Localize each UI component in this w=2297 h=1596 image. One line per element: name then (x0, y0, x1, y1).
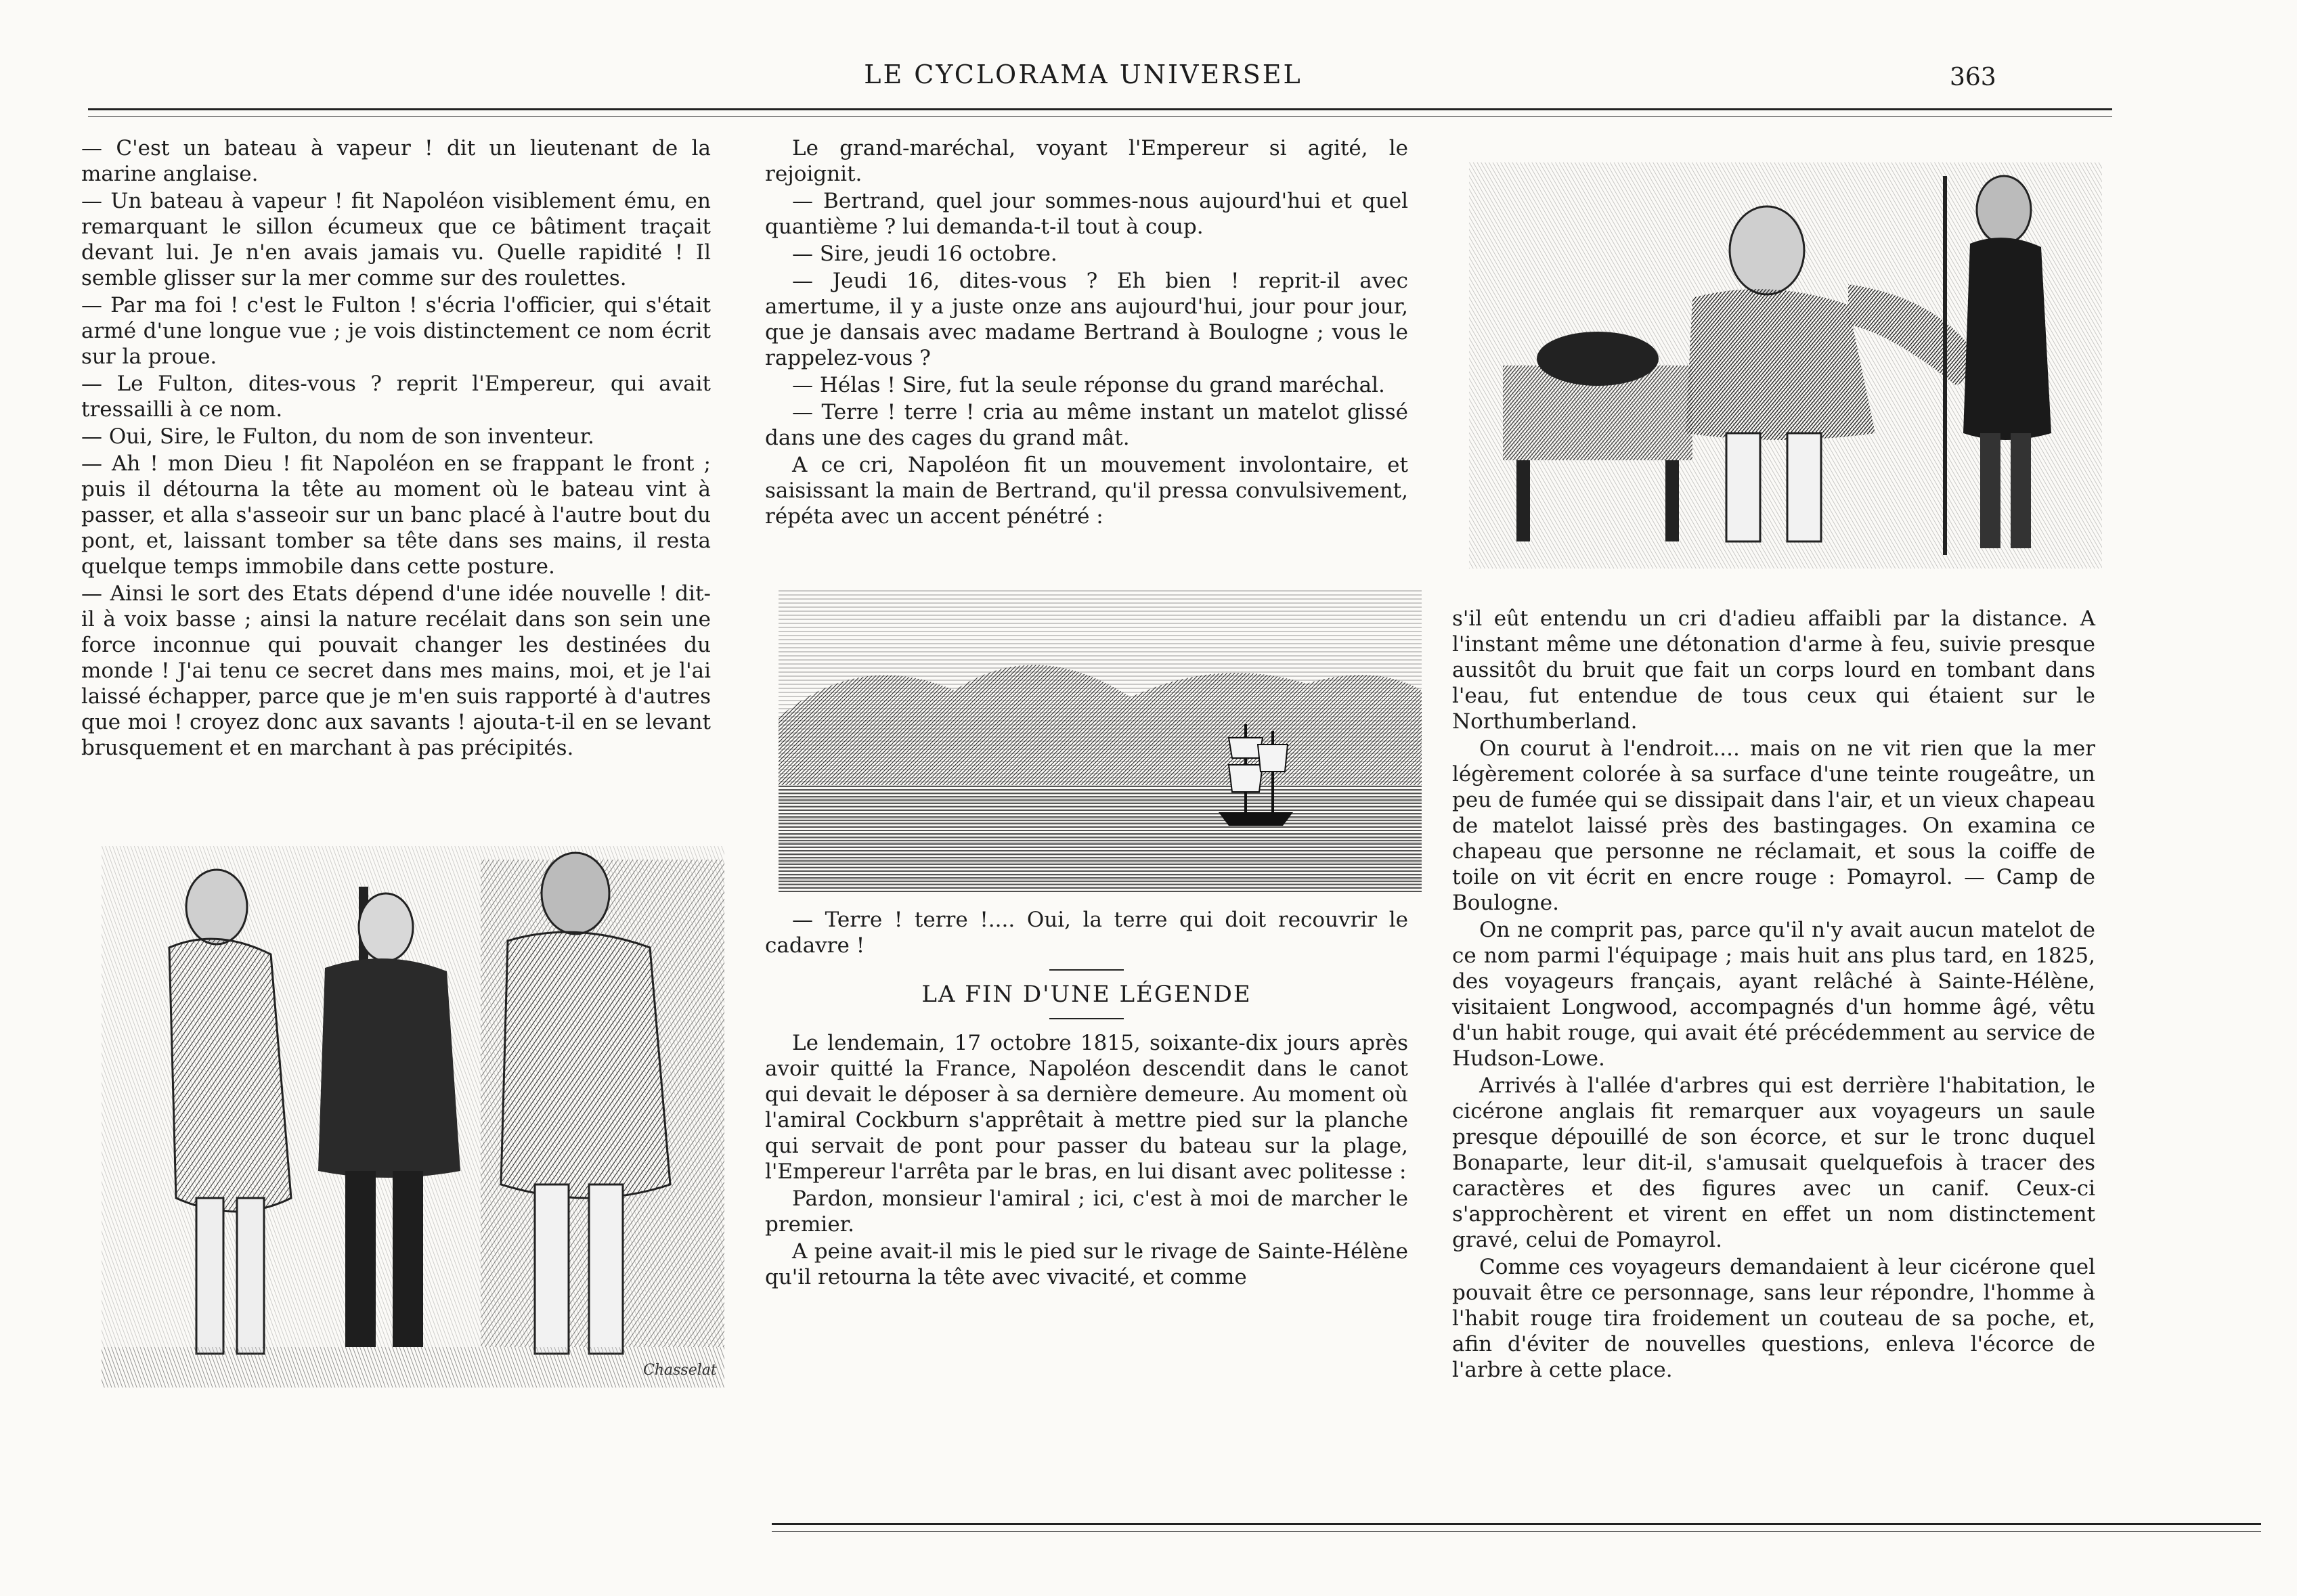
paragraph: A peine avait-il mis le pied sur le rivage de Sainte-Hélène qu'il retourna la tête avec vivacité, et comme (765, 1239, 1408, 1289)
paragraph: Comme ces voyageurs demandaient à leur cicérone quel pouvait être ce personnage, sans leur répondre, l'homme à l'habit rouge tira froidement un couteau de sa poche, et, afin d'éviter de nouvelles questions, enleva l'écorce de l'arbre à cette place. (1452, 1255, 2095, 1382)
footer-rule-thin (772, 1531, 2261, 1532)
header-rule-thin (88, 116, 2112, 117)
paragraph: — Oui, Sire, le Fulton, du nom de son inventeur. (81, 424, 594, 449)
header-title: LE CYCLORAMA UNIVERSEL (864, 60, 1303, 89)
paragraph: Le grand-maréchal, voyant l'Empereur si agité, le rejoignit. (765, 136, 1408, 186)
engraving-landscape-ship (779, 589, 1422, 893)
header-rule (88, 108, 2112, 110)
section-title: LA FIN D'UNE LÉGENDE (921, 981, 1252, 1008)
section-divider (1049, 1018, 1124, 1019)
paragraph: — Ah ! mon Dieu ! fit Napoléon en se frappant le front ; puis il détourna la tête au moment où le bateau vint à passer, et alla s'asseoir sur un banc placé à l'autre bout du pont, et, laissant tomber sa tête dans ses mains, il resta quelque temps immobile dans cette posture. (81, 451, 711, 579)
paragraph: Arrivés à l'allée d'arbres qui est derrière l'habitation, le cicérone anglais fit remarquer aux voyageurs un saule presque dépouillé de son écorce, et sur le tronc duquel Bonaparte, leur dit-il, s'amusait quelquefois à tracer des caractères et des figures avec un canif. Ceux-ci s'approchèrent et virent en effet un nom distinctement gravé, celui de Pomayrol. (1452, 1073, 2095, 1252)
column-3 (1452, 606, 2095, 1384)
paragraph: Pardon, monsieur l'amiral ; ici, c'est à moi de marcher le premier. (765, 1187, 1408, 1237)
column-2-top (765, 135, 1408, 531)
paragraph: — Par ma foi ! c'est le Fulton ! s'écria l'officier, qui s'était armé d'une longue vue ; je vois distinctement ce nom écrit sur la proue. (81, 293, 711, 369)
paragraph: — Le Fulton, dites-vous ? reprit l'Empereur, qui avait tressailli à ce nom. (81, 372, 711, 422)
section-divider (1049, 969, 1124, 971)
column-2-bottom (765, 907, 1408, 1291)
engraving-seated-napoleon (1469, 162, 2102, 569)
paragraph: — Sire, jeudi 16 octobre. (792, 242, 1057, 266)
paragraph: Le lendemain, 17 octobre 1815, soixante-dix jours après avoir quitté la France, Napoléon descendit dans le canot qui devait le déposer à sa dernière demeure. Au moment où l'amiral Cockburn s'apprêtait à mettre pied sur la planche qui servait de pont pour passer du bateau sur la plage, l'Empereur l'arrêta par le bras, en lui disant avec politesse : (765, 1031, 1408, 1184)
footer-rule (772, 1523, 2261, 1525)
paragraph: — Jeudi 16, dites-vous ? Eh bien ! reprit-il avec amertume, il y a juste onze ans aujourd'hui, jour pour jour, que je dansais avec madame Bertrand à Boulogne ; vous le rappelez-vous ? (765, 269, 1408, 370)
paragraph: On ne comprit pas, parce qu'il n'y avait aucun matelot de ce nom parmi l'équipage ; mais huit ans plus tard, en 1825, des voyageurs français, ayant relâché à Sainte-Hélène, visitaient Longwood, accompagnés d'un homme âgé, vêtu d'un habit rouge, qui avait été précédemment au service de Hudson-Lowe. (1452, 918, 2095, 1071)
paragraph: s'il eût entendu un cri d'adieu affaibli par la distance. A l'instant même une détonation d'arme à feu, suivie presque aussitôt du bruit que fait un corps lourd en tombant dans l'eau, fut entendue de tous ceux qui étaient sur le Northumberland. (1452, 606, 2095, 734)
paragraph: — Bertrand, quel jour sommes-nous aujourd'hui et quel quantième ? lui demanda-t-il tout à coup. (765, 189, 1408, 239)
paragraph: — Terre ! terre !.... Oui, la terre qui doit recouvrir le cadavre ! (765, 908, 1408, 958)
paragraph: — Ainsi le sort des Etats dépend d'une idée nouvelle ! dit-il à voix basse ; ainsi la nature recélait dans son sein une force inconnue qui pouvait changer les destinées du monde ! J'ai tenu ce secret dans mes mains, moi, et je l'ai laissé échapper, parce que je m'en suis rapporté à d'autres que moi ! croyez donc aux savants ! ajouta-t-il en se levant brusquement et en marchant à pas précipités. (81, 581, 711, 760)
paragraph: — Terre ! terre ! cria au même instant un matelot glissé dans une des cages du grand mât. (765, 400, 1408, 450)
paragraph: — Un bateau à vapeur ! fit Napoléon visiblement ému, en remarquant le sillon écumeux que ce bâtiment traçait devant lui. Je n'en avais jamais vu. Quelle rapidité ! Il semble glisser sur la mer comme sur des roulettes. (81, 189, 711, 290)
engraving-figures (102, 846, 724, 1388)
column-1 (81, 135, 711, 762)
paragraph: On courut à l'endroit.... mais on ne vit rien que la mer légèrement colorée à sa surface d'une teinte rougeâtre, un peu de fumée qui se dissipait dans l'air, et un vieux chapeau de matelot laissé près des bastingages. On examina ce chapeau que personne ne réclamait, et sous la coiffe de toile on vit écrit en encre rouge : Pomayrol. — Camp de Boulogne. (1452, 736, 2095, 915)
paragraph: — Hélas ! Sire, fut la seule réponse du grand maréchal. (792, 373, 1385, 397)
paragraph: A ce cri, Napoléon fit un mouvement involontaire, et saisissant la main de Bertrand, qu'il pressa convulsivement, répéta avec un accent pénétré : (765, 453, 1408, 529)
paragraph: — C'est un bateau à vapeur ! dit un lieutenant de la marine anglaise. (81, 136, 711, 186)
engraver-signature: Chasselat (643, 1362, 717, 1379)
page-number: 363 (1950, 64, 1996, 91)
